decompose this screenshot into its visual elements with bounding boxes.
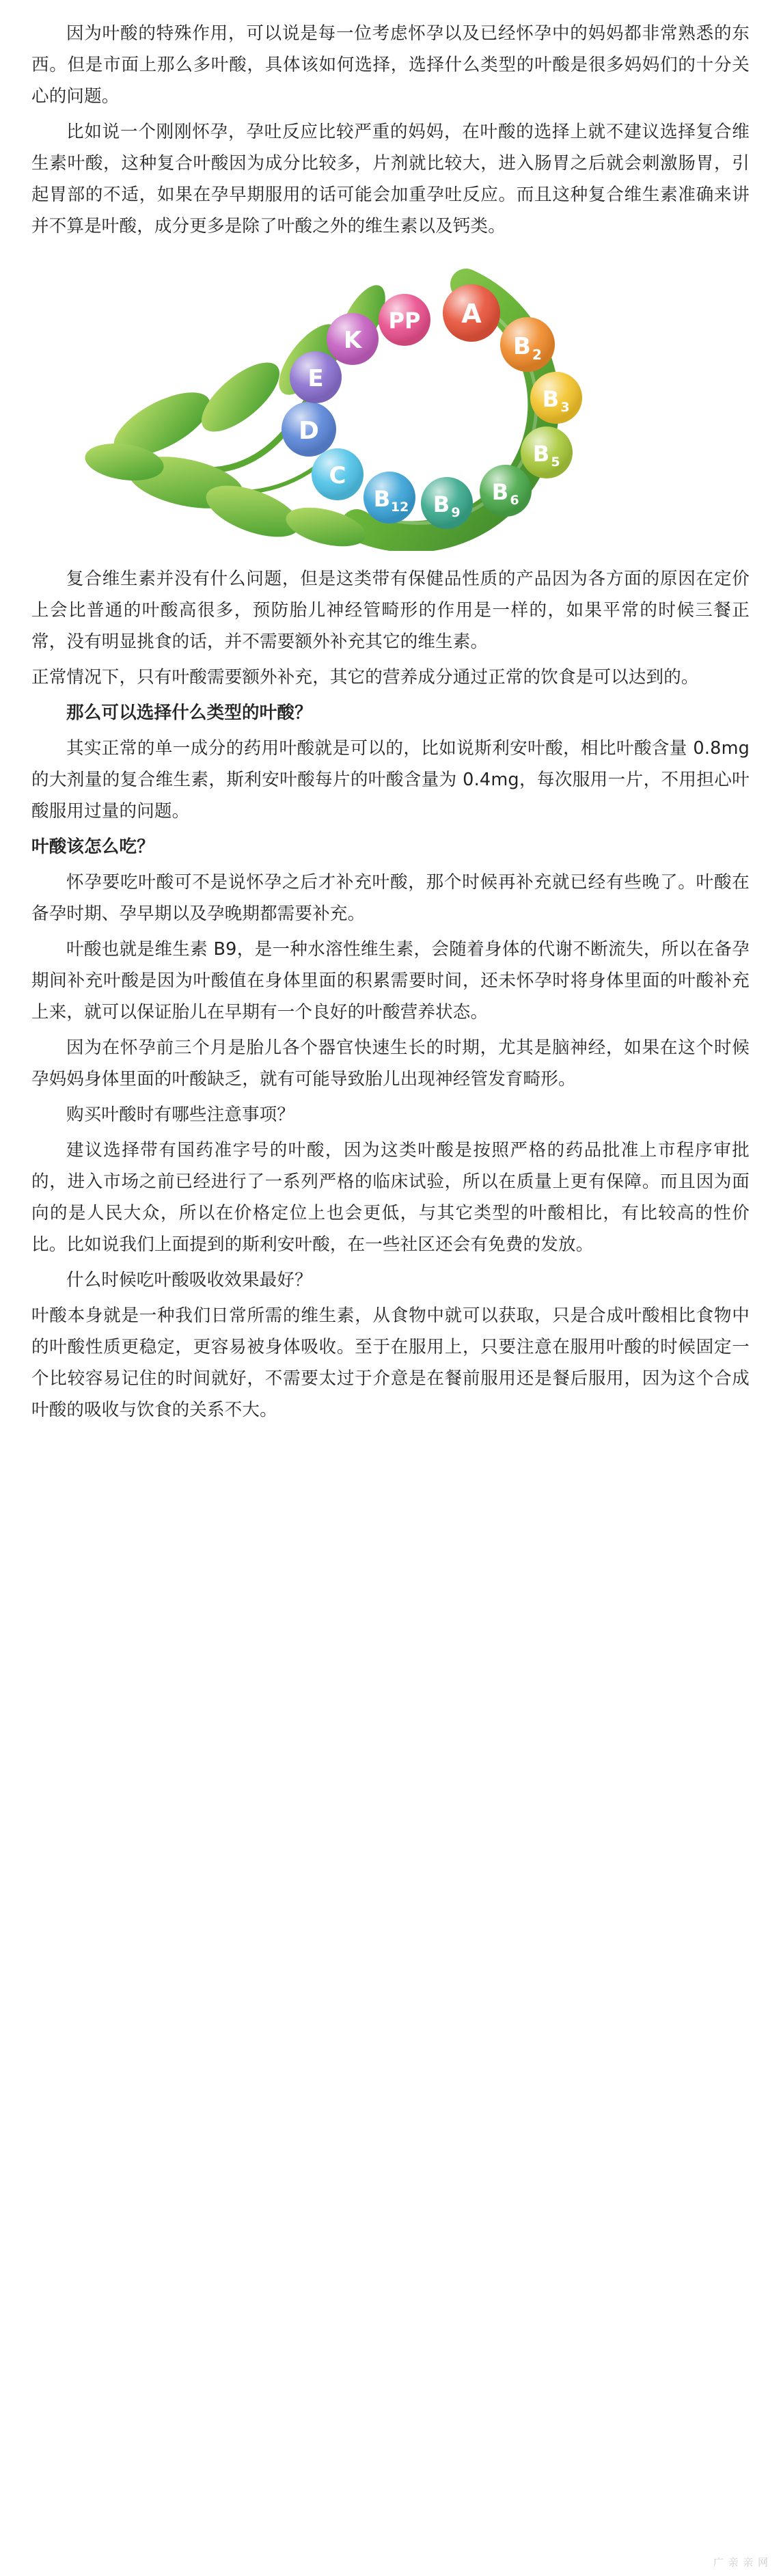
svg-text:5: 5 [550,455,560,470]
watermark: 广 亲 亲 网 [713,2556,769,2568]
svg-text:B: B [491,479,508,505]
paragraph: 因为叶酸的特殊作用，可以说是每一位考虑怀孕以及已经怀孕中的妈妈都非常熟悉的东西。但是市面上那么多叶酸，具体该如何选择，选择什么类型的叶酸是很多妈妈们的十分关心的问题。 [31,23,750,107]
pill-PP [379,294,430,346]
svg-text:C: C [329,462,346,489]
pill-K [327,313,379,365]
svg-text:6: 6 [509,493,519,508]
pill-B2 [500,317,555,372]
paragraph: 建议选择带有国药准字号的叶酸，因为这类叶酸是按照严格的药品批准上市程序审批的，进入市场之前已经进行了一系列严格的临床试验，所以在质量上更有保障。而且因为面向的是人民大众，所以在价格定位上也会更低，与其它类型的叶酸相比，有比较高的性价比。比如说我们上面提到的斯利安叶酸，在一些社区还会有免费的发放。 [31,1140,750,1255]
svg-text:B: B [512,333,531,360]
svg-text:B: B [373,486,390,512]
paragraph: 复合维生素并没有什么问题，但是这类带有保健品性质的产品因为各方面的原因在定价上会比普通的叶酸高很多，预防胎儿神经管畸形的作用是一样的，如果平常的时候三餐正常，没有明显挑食的话，并不需要额外补充其它的维生素。 [31,569,750,652]
pill-B6 [480,465,532,517]
pill-circle-group [282,284,582,529]
pill-A [443,284,500,342]
paragraph: 叶酸本身就是一种我们日常所需的维生素，从食物中就可以获取，只是合成叶酸相比食物中的叶酸性质更稳定，更容易被身体吸收。至于在服用上，只要注意在服用叶酸的时候固定一个比较容易记住的时间就好，不需要太过于介意是在餐前服用还是餐后服用，因为这个合成叶酸的吸收与饮食的关系不大。 [31,1305,750,1420]
svg-text:PP: PP [388,308,420,334]
section-heading: 那么可以选择什么类型的叶酸？ [66,703,312,723]
svg-text:B: B [433,491,450,517]
svg-text:B: B [542,386,559,412]
section-heading: 叶酸该怎么吃？ [31,837,154,857]
pill-B3 [530,372,582,424]
svg-text:D: D [298,417,319,445]
paragraph: 比如说一个刚刚怀孕，孕吐反应比较严重的妈妈，在叶酸的选择上就不建议选择复合维生素叶酸，这种复合叶酸因为成分比较多，片剂就比较大，进入肠胃之后就会刺激肠胃，引起胃部的不适，如果在孕早期服用的话可能会加重孕吐反应。而且这种复合维生素准确来讲并不算是叶酸，成分更多是除了叶酸之外的维生素以及钙类。 [31,122,750,236]
paragraph: 怀孕要吃叶酸可不是说怀孕之后才补充叶酸，那个时候再补充就已经有些晚了。叶酸在备孕时期、孕早期以及孕晚期都需要补充。 [31,872,750,924]
paragraph: 购买叶酸时有哪些注意事项？ [66,1104,295,1125]
paragraph: 因为在怀孕前三个月是胎儿各个器官快速生长的时期，尤其是脑神经，如果在这个时候孕妈妈身体里面的叶酸缺乏，就有可能导致胎儿出现神经管发育畸形。 [31,1038,750,1089]
svg-text:9: 9 [450,505,461,520]
paragraph: 正常情况下，只有叶酸需要额外补充，其它的营养成分通过正常的饮食是可以达到的。 [31,667,699,688]
pill-B5 [521,426,573,478]
svg-text:E: E [307,365,324,392]
svg-text:12: 12 [390,500,409,515]
svg-text:2: 2 [532,347,542,363]
pill-E [290,351,342,403]
pill-B12 [364,472,415,524]
pill-B9 [421,477,473,529]
svg-text:3: 3 [560,400,570,415]
vitamin-leaf-circle-illustration [31,257,750,551]
svg-text:A: A [461,299,482,329]
pill-C [312,448,364,500]
svg-text:B: B [532,441,549,467]
paragraph: 什么时候吃叶酸吸收效果最好？ [66,1270,312,1290]
pill-D [282,402,336,457]
paragraph: 其实正常的单一成分的药用叶酸就是可以的，比如说斯利安叶酸，相比叶酸含量 0.8mg 的大剂量的复合维生素，斯利安叶酸每片的叶酸含量为 0.4mg，每次服用一片，不用担心叶酸服用过量的问题。 [31,738,750,822]
paragraph: 叶酸也就是维生素 B9，是一种水溶性维生素，会随着身体的代谢不断流失，所以在备孕期间补充叶酸是因为叶酸值在身体里面的积累需要时间，还未怀孕时将身体里面的叶酸补充上来，就可以保证胎儿在早期有一个良好的叶酸营养状态。 [31,939,750,1022]
svg-text:K: K [343,327,361,354]
